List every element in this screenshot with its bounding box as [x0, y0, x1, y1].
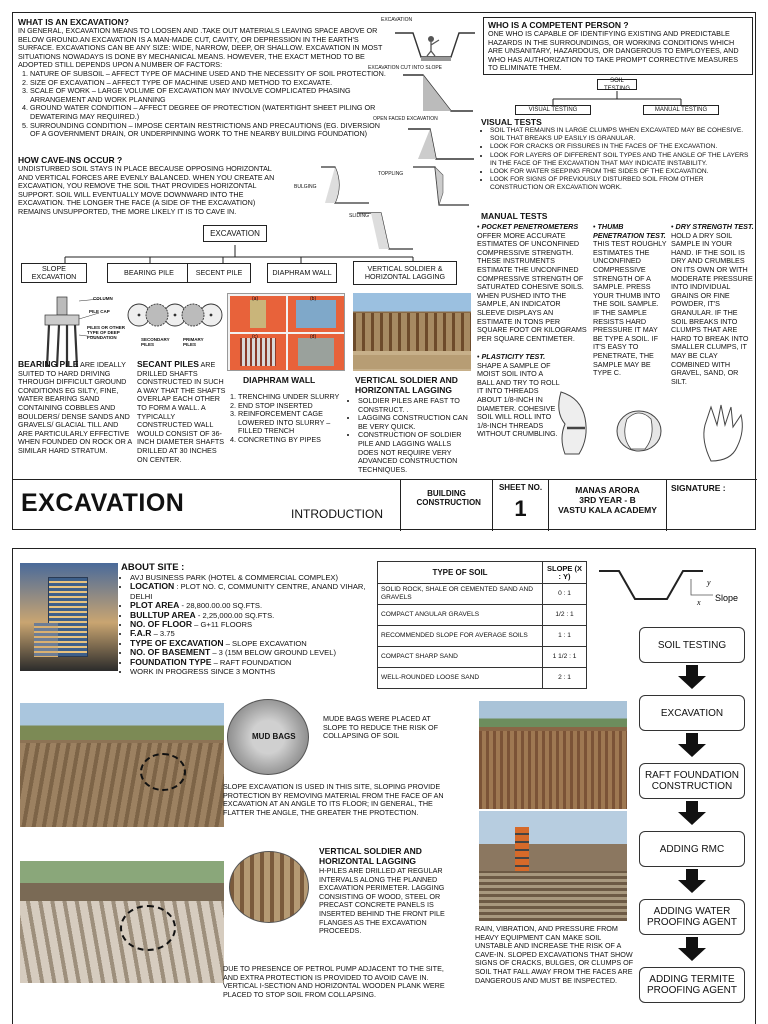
table-header-slope: SLOPE (X : Y) [543, 562, 587, 584]
site-building-photo [20, 563, 118, 671]
tree-child: VERTICAL SOLDIER & HORIZONTAL LAGGING [353, 261, 457, 285]
diaphragm-heading: DIAPHRAM WALL [243, 375, 316, 385]
thumb-hand-icon [609, 401, 669, 461]
about-value: – G+11 FLOORS [192, 620, 253, 630]
about-value: AVJ BUSINESS PARK (HOTEL & COMMERCIAL COMPLEX) [130, 573, 339, 582]
soldier2-body: H-PILES ARE DRILLED AT REGULAR INTERVALS ALONG THE PLANNED EXCAVATION PERIMETER. LAGGING CONSISTING OF WOOD, STEEL OR PRECAST CONCRETE PANELS IS INSERTED BEHIND THE FRONT PILE FLANGES AS THE EXCAVATION PROCEEDS. [319, 866, 445, 936]
open-faced-sketch [408, 123, 474, 163]
about-value: – RAFT FOUNDATION [211, 657, 292, 667]
sketch-label-sliding: SLIDING [349, 213, 370, 219]
visual-point: • LOOK FOR CRACKS OR FISSURES IN THE FACES OF THE EXCAVATION. [490, 143, 753, 151]
factor-item: 3. SCALE OF WORK – LARGE VOLUME OF EXCAVATION MAY INVOLVE COMPLICATED PHASING ARRANGEMENT AND WORK PLANNING [30, 87, 390, 104]
soldier-point: • CONSTRUCTION OF SOLDIER PILE AND LAGGING WALLS DOES NOT REQUIRE VERY ADVANCED CONSTRUCTION TECHNIQUES. [358, 431, 473, 474]
factor-item: 2. SIZE OF EXCAVATION – AFFECT TYPE OF MACHINE USED AND METHOD TO EXCAVATE. [30, 79, 390, 88]
what-is-body: IN GENERAL, EXCAVATION MEANS TO LOOSEN AND .TAKE OUT MATERIALS LEAVING SPACE ABOVE OR BELOW GROUND.AN EXCAVATION IS A MAN-MADE CUT, CAVITY, OR DEPRESSION IN THE EARTH'S SURFACE. EXCAVATIONS CAN BE ANY SIZE: WIDE, NARROW, DEEP, OR SHALLOW. EXCAVATION IN MOST SITUATIONS NOWADAYS IS DONE BY MECHANICAL MEANS. HOWEVER, THE EXACT METHOD TO BE ADOPTED STILL DEPENDS UPON A NUMBER OF FACTORS: [18, 26, 383, 70]
table-row [378, 626, 587, 647]
factor-item: 5. SURROUNDING CONDITION – IMPOSE CERTAIN RESTRICTIONS AND PRECAUTIONS (EG. DIVERSION OF A GOVERNMENT DRAIN, OR UNDERPINNING WORK TO THE NEARBY BUILDING FOUNDATION) [30, 122, 390, 139]
diaphragm-fig-label: (b) [310, 296, 317, 302]
about-list [121, 573, 373, 676]
table-cell-slope: 0 : 1 [543, 584, 587, 605]
table-cell-slope: 1/2 : 1 [543, 605, 587, 626]
tree-child: BEARING PILE [107, 263, 191, 283]
soldier-site-photo [20, 861, 224, 983]
table-cell-soil: COMPACT ANGULAR GRAVELS [378, 605, 543, 626]
toppling-sketch [413, 163, 469, 211]
label-secondary-piles: SECONDARY PILES [141, 337, 170, 348]
diaphragm-fig-label: (c) [252, 334, 258, 340]
table-cell-soil: SOLID ROCK, SHALE OR CEMENTED SAND AND GRAVELS [378, 584, 543, 605]
about-site [121, 563, 373, 676]
competent-heading: WHO IS A COMPETENT PERSON ? [488, 20, 629, 30]
sketch-label-toppling: TOPPLING [378, 171, 404, 177]
cave-ins-body: UNDISTURBED SOIL STAYS IN PLACE BECAUSE OPPOSING HORIZONTAL AND VERTICAL FORCES ARE EVENLY BALANCED. WHEN YOU CREATE AN EXCAVATION, YOU REMOVE THE SOIL THAT PROVIDES HORIZONTAL SUPPORT. SOIL WILL EVENTUALLY MOVE DOWNWARD INTO THE EXCAVATION. THE LONGER THE FACE (A SIDE OF THE EXCAVATION) REMAINS UNSUPPORTED, THE MORE LIKELY IT IS TO CAVE IN. [18, 164, 275, 216]
soil-tree-root: SOIL TESTING [597, 79, 637, 90]
about-key: PLOT AREA [130, 600, 180, 611]
table-cell-soil: RECOMMENDED SLOPE FOR AVERAGE SOILS [378, 626, 543, 647]
flow-step: ADDING TERMITE PROOFING AGENT [639, 967, 745, 1003]
soldier-highlight-circle [120, 905, 176, 951]
about-value: WORK IN PROGRESS SINCE 3 MONTHS [130, 667, 276, 677]
signature-label: SIGNATURE : [671, 483, 726, 493]
author-school: VASTU KALA ACADEMY [558, 505, 657, 515]
about-key: BULLTUP AREA [130, 609, 196, 620]
what-is-section [18, 17, 390, 139]
diaphragm-fig-c [230, 334, 286, 370]
mud-bags-label: MUD BAGS [252, 732, 296, 741]
plasticity-test: • PLASTICITY TEST. SHAPE A SAMPLE OF MOIST SOIL INTO A BALL AND TRY TO ROLL IT INTO THREADS ABOUT 1/8-INCH IN DIAMETER. COHESIVE SOIL WILL ROLL INTO 1/8-INCH THREADS WITHOUT CRUMBLING. [477, 352, 560, 439]
soldier-pile-photo [353, 293, 471, 371]
soldier-heading: VERTICAL SOLDIER AND HORIZONTAL LAGGING [355, 375, 458, 395]
visual-tests-heading: VISUAL TESTS [481, 117, 542, 127]
soldier-point: • SOLDIER PILES ARE FAST TO CONSTRUCT. . [358, 397, 473, 414]
flow-step: ADDING WATER PROOFING AGENT [639, 899, 745, 935]
excavation-sketch [395, 25, 475, 63]
table-row [378, 668, 587, 689]
soil-tree-visual: VISUAL TESTING [515, 105, 591, 115]
sheet-2 [12, 548, 756, 1024]
factor-item: 1. NATURE OF SUBSOIL – AFFECT TYPE OF MACHINE USED AND THE NECESSITY OF SOIL PROTECTION. [30, 70, 390, 79]
sheet-title: EXCAVATION [21, 489, 185, 517]
about-key: FOUNDATION TYPE [130, 656, 212, 667]
visual-point: • SOIL THAT REMAINS IN LARGE CLUMPS WHEN EXCAVATED MAY BE COHESIVE. SOIL THAT BREAKS UP EASILY IS GRANULAR. [490, 127, 753, 143]
table-cell-soil: COMPACT SHARP SAND [378, 647, 543, 668]
about-value: : PLOT NO. C, COMMUNITY CENTRE, ANAND VIHAR, DELHI [130, 582, 366, 601]
table-cell-slope: 2 : 1 [543, 668, 587, 689]
label-primary-piles: PRIMARY PILES [183, 337, 204, 348]
diaphragm-step: 3. REINFORCEMENT CAGE LOWERED INTO SLURRY – FILLED TRENCH [238, 410, 346, 436]
secant-pile-diagram [125, 295, 225, 343]
secant-pile-heading: SECANT PILES [137, 359, 199, 369]
about-site-heading: ABOUT SITE : [121, 562, 185, 573]
mud-bags-highlight-circle [140, 753, 186, 791]
sheet-subtitle: INTRODUCTION [291, 507, 383, 521]
mud-bags-note: MUDE BAGS WERE PLACED AT SLOPE TO REDUCE THE RISK OF COLLAPSING OF SOIL [323, 714, 439, 741]
diaphragm-steps [226, 393, 346, 445]
secant-pile-text [137, 359, 229, 464]
flow-arrow-icon [677, 937, 707, 961]
flow-step: ADDING RMC [639, 831, 745, 867]
sketch-label-open-faced: OPEN FACED EXCAVATION [373, 116, 438, 122]
soldier-point: • LAGGING CONSTRUCTION CAN BE VERY QUICK. [358, 414, 473, 431]
sketch-label-bulging: BULGING [294, 184, 317, 190]
diaphragm-wall-figure [227, 293, 345, 371]
flow-arrow-icon [677, 801, 707, 825]
visual-point: • LOOK FOR SIGNS OF PREVIOUSLY DISTURBED SOIL FROM OTHER CONSTRUCTION OR EXCAVATION WORK. [490, 176, 753, 192]
cut-slope-sketch [403, 71, 473, 117]
subject-cell [400, 479, 492, 531]
about-key: NO. OF BASEMENT [130, 647, 211, 658]
table-row [378, 605, 587, 626]
thumb-title: THUMB PENETRATION TEST. [593, 222, 666, 240]
competent-person-box [483, 17, 753, 75]
sketch-label-excavation: EXCAVATION [381, 17, 413, 23]
signature-cell [666, 479, 757, 531]
flow-step: EXCAVATION [639, 695, 745, 731]
soldier-points [349, 397, 473, 474]
table-row [378, 584, 587, 605]
thumb-body: THIS TEST ROUGHLY ESTIMATES THE UNCONFINED COMPRESSIVE STRENGTH OF A SAMPLE. PRESS YOUR THUMB INTO THE SOIL SAMPLE. IF THE SAMPLE RESISTS HARD PRESSURE IT MAY BE TYPE A SOIL. IF IT'S EASY TO PENETRATE, THE SAMPLE MAY BE TYPE C. [593, 239, 667, 378]
visual-tests [481, 117, 753, 193]
diaphragm-fig-label: (a) [252, 296, 259, 302]
table-header-soil: TYPE OF SOIL [378, 562, 543, 584]
diaphragm-step: 1. TRENCHING UNDER SLURRY [238, 393, 346, 402]
plasticity-body: SHAPE A SAMPLE OF MOIST SOIL INTO A BALL AND TRY TO ROLL IT INTO THREADS ABOUT 1/8-INCH IN DIAMETER. COHESIVE SOIL WILL ROLL INTO 1/8-INCH THREADS WITHOUT CRUMBLING. [477, 360, 560, 439]
table-cell-slope: 1 1/2 : 1 [543, 647, 587, 668]
about-value: - 2,25,000.00 SQ.FTS. [195, 610, 275, 620]
sketch-label-cut-slope: EXCAVATION CUT INTO SLOPE [368, 65, 442, 71]
author-cell [548, 479, 666, 531]
petrol-note: DUE TO PRESENCE OF PETROL PUMP ADJACENT TO THE SITE, AND EXTRA PROTECTION IS PROVIDED TO AVOID CAVE IN. VERTICAL I-SECTION AND HORIZONTAL WOODEN PLANK WERE PLACED TO STOP SOIL FROM COLLAPSING. [223, 964, 445, 999]
plasticity-title: PLASTICITY TEST. [481, 352, 546, 361]
flow-arrow-icon [677, 869, 707, 893]
diaphragm-step: 2. END STOP INSERTED [238, 402, 346, 411]
sheet-number: 1 [514, 496, 527, 521]
dry-body: HOLD A DRY SOIL SAMPLE IN YOUR HAND. IF THE SOIL IS DRY AND CRUMBLES ON ITS OWN OR WITH MODERATE PRESSURE INTO INDIVIDUAL GRAINS OR FINE POWDER, IT'S GRANULAR. IF THE SOIL BREAKS INTO CLUMPS THAT ARE HARD TO BREAK INTO SMALLER CLUMPS, IT MAY BE CLAY COMBINED WITH GRAVEL, SAND, OR SILT. [671, 230, 753, 386]
flow-step: RAFT FOUNDATION CONSTRUCTION [639, 763, 745, 799]
mud-bags-closeup [227, 699, 309, 775]
label-pile-cap: PILE CAP [89, 309, 110, 314]
soil-slope-table [377, 561, 587, 689]
slope-y: y [707, 578, 711, 587]
thumb-test: • THUMB PENETRATION TEST. THIS TEST ROUGHLY ESTIMATES THE UNCONFINED COMPRESSIVE STRENGTH OF A SAMPLE. PRESS YOUR THUMB INTO THE SOIL SAMPLE. IF THE SAMPLE RESISTS HARD PRESSURE IT MAY BE TYPE A SOIL. IF IT'S EASY TO PENETRATE, THE SAMPLE MAY BE TYPE C. [593, 222, 667, 378]
sheet-number-cell [492, 479, 548, 531]
soldier-closeup [229, 851, 309, 923]
about-value: - 28,800.00.00 SQ.FTS. [179, 601, 263, 611]
factor-list [18, 70, 390, 139]
visual-point: • LOOK FOR LAYERS OF DIFFERENT SOIL TYPES AND THE ANGLE OF THE LAYERS IN THE FACE OF THE EXCAVATION THAT MAY INDICATE INSTABILITY. [490, 152, 753, 168]
about-item [130, 582, 373, 601]
about-key: F.A.R [130, 628, 152, 639]
soil-table-body [378, 584, 587, 689]
label-column: COLUMN [93, 296, 113, 301]
about-key: LOCATION [130, 581, 175, 592]
sheet-1 [12, 12, 756, 530]
slope-x: x [697, 598, 701, 607]
manual-tests-heading: MANUAL TESTS [481, 211, 548, 221]
dry-test: • DRY STRENGTH TEST. HOLD A DRY SOIL SAMPLE IN YOUR HAND. IF THE SOIL IS DRY AND CRUMBLES ON ITS OWN OR WITH MODERATE PRESSURE INTO INDIVIDUAL GRAINS OR FINE POWDER, IT'S GRANULAR. IF THE SOIL BREAKS INTO CLUMPS THAT ARE HARD TO BREAK INTO SMALLER CLUMPS, IT MAY BE CLAY COMBINED WITH GRAVEL, SAND, OR SILT. [671, 222, 754, 386]
dry-hand-icon [697, 401, 751, 465]
secant-pile-body: ARE DRILLED SHAFTS CONSTRUCTED IN SUCH A WAY THAT THE SHAFTS OVERLAP EACH OTHER TO FORM A WALL. A TYPICALLY CONSTRUCTED WALL WOULD CONSIST OF 36-INCH DIAMETER SHAFTS DRILLED AT 30 INCHES ON CENTER. [137, 360, 226, 464]
bearing-pile-heading: BEARING PILE [18, 359, 79, 369]
tree-child: SLOPE EXCAVATION [21, 263, 87, 283]
author-year: 3RD YEAR - B [579, 495, 636, 505]
cave-ins-heading: HOW CAVE-INS OCCUR ? [18, 155, 123, 165]
bearing-pile-text [18, 359, 134, 456]
mud-bags-photo [20, 703, 224, 827]
dry-title: DRY STRENGTH TEST. [675, 222, 754, 231]
about-value: – 3.75 [151, 629, 175, 639]
about-item [130, 667, 373, 676]
author-name: MANAS ARORA [575, 485, 640, 495]
competent-body: ONE WHO IS CAPABLE OF IDENTIFYING EXISTING AND PREDICTABLE HAZARDS IN THE SURROUNDINGS, OR WORKING CONDITIONS WHICH ARE UNSANITARY, HAZARDOUS, OR DANGEROUS TO EMPLOYEES, AND WHO HAS AUTHORIZATION TO TAKE PROMPT CORRECTIVE MEASURES TO ELIMINATE THEM. [488, 29, 739, 73]
factor-item: 4. GROUND WATER CONDITION – AFFECT DEGREE OF PROTECTION (WATERTIGHT SHEET PILING OR DEWATERING MAY REQUIRED.) [30, 104, 390, 121]
excavation-pit-photo [479, 701, 627, 809]
tree-root-excavation: EXCAVATION [203, 225, 267, 242]
slope-diagram [595, 561, 745, 611]
cave-ins-section [18, 155, 284, 217]
table-cell-soil: WELL-ROUNDED LOOSE SAND [378, 668, 543, 689]
label-piles: PILES OR OTHER TYPE OF DEEP FOUNDATION [87, 325, 126, 341]
visual-point: • LOOK FOR WATER SEEPING FROM THE SIDES OF THE EXCAVATION. [490, 168, 753, 176]
flow-arrow-icon [677, 733, 707, 757]
rain-note: RAIN, VIBRATION, AND PRESSURE FROM HEAVY EQUIPMENT CAN MAKE SOIL UNSTABLE AND INCREASE THE RISK OF A CAVE-IN. SLOPED EXCAVATIONS THAT SHOW SIGNS OF CRACKS, BULGES, OR CLUMPS OF SOIL THAT FALL AWAY FROM THE FACES ARE DANGEROUS AND MUST BE INSPECTED. [475, 924, 634, 985]
tree-child: DIAPHRAM WALL [267, 263, 337, 283]
slope-label: Slope [715, 593, 739, 603]
about-key: NO. OF FLOOR [130, 619, 193, 630]
about-item [130, 658, 373, 667]
what-is-heading: WHAT IS AN EXCAVATION? [18, 17, 129, 27]
plasticity-hand-icon [551, 388, 597, 458]
about-key: TYPE OF EXCAVATION [130, 637, 224, 648]
pocket-body: OFFER MORE ACCURATE ESTIMATES OF UNCONFINED COMPRESSIVE STRENGTH. THESE INSTRUMENTS ESTIMATE THE UNCONFINED COMPRESSIVE STRENGTH OF SATURATED COHESIVE SOILS. WHEN PUSHED INTO THE SAMPLE, AN INDICATOR SLEEVE DISPLAYS AN ESTIMATE IN TONS PER SQUARE FOOT OR KILOGRAMS PER SQUARE CENTIMETER. [477, 230, 587, 343]
about-value: – SLOPE EXCAVATION [223, 638, 307, 648]
foundation-work-photo [479, 811, 627, 921]
soil-tree-manual: MANUAL TESTING [643, 105, 719, 115]
slope-note: SLOPE EXCAVATION IS USED IN THIS SITE, SLOPING PROVIDE PROTECTION BY REMOVING MATERIAL FROM THE FACE OF AN EXCAVATION AT AN ANGLE TO ITS FLOOR; IN GENERAL, THE FLATTER THE ANGLE, THE GREATER THE PROTECTION. [223, 782, 444, 817]
about-value: – 3 (15M BELOW GROUND LEVEL) [210, 648, 336, 658]
flow-step: SOIL TESTING [639, 627, 745, 663]
visual-points [481, 127, 753, 193]
subject-label: BUILDING CONSTRUCTION [416, 489, 481, 507]
pocket-title: POCKET PENETROMETERS [481, 222, 579, 231]
tree-child: SECENT PILE [187, 263, 251, 283]
table-cell-slope: 1 : 1 [543, 626, 587, 647]
bearing-pile-body: ARE IDEALLY SUITED TO HARD DRIVING THROUGH DIFFICULT GROUND CONDITIONS EG SILTY, FINE, WATER BEARING SAND CONTAINING COBBLES AND BOULDERS/ DENSE SANDS AND GRAVELS/ GLACIAL TILL AND ARE PARTICULARLY EFFECTIVE WHEN FOUNDED ON ROCK OR A SIMILAR HARD STRATUM. [18, 360, 132, 455]
pocket-test: • POCKET PENETROMETERS OFFER MORE ACCURATE ESTIMATES OF UNCONFINED COMPRESSIVE STRENGTH. THESE INSTRUMENTS ESTIMATE THE UNCONFINED COMPRESSIVE STRENGTH OF SATURATED COHESIVE SOILS. WHEN PUSHED INTO THE SAMPLE, AN INDICATOR SLEEVE DISPLAYS AN ESTIMATE IN TONS PER SQUARE FOOT OR KILOGRAMS PER SQUARE CENTIMETER. [477, 222, 587, 343]
diaphragm-step: 4. CONCRETING BY PIPES [238, 436, 346, 445]
soldier2-heading: VERTICAL SOLDIER AND HORIZONTAL LAGGING [319, 846, 422, 866]
sheet-number-label: SHEET NO. [498, 483, 543, 492]
bulging-sketch [321, 163, 369, 209]
diaphragm-fig-label: (d) [310, 334, 317, 340]
flow-arrow-icon [677, 665, 707, 689]
table-row [378, 647, 587, 668]
